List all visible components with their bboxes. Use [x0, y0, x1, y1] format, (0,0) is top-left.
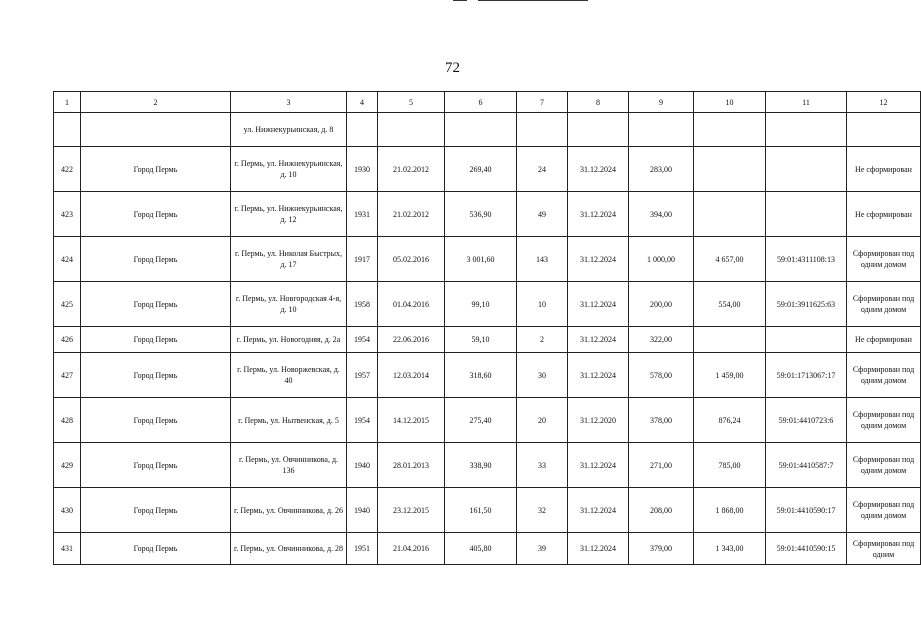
table-cell: 4 657,00 — [694, 237, 766, 282]
table-cell: 31.12.2024 — [568, 488, 629, 533]
table-cell: 01.04.2016 — [378, 282, 445, 327]
table-row — [54, 398, 921, 443]
table-cell: 378,00 — [629, 398, 694, 443]
table-cell — [54, 113, 81, 147]
table-cell: 31.12.2024 — [568, 237, 629, 282]
table-cell: 423 — [54, 192, 81, 237]
table-cell: 22.06.2016 — [378, 327, 445, 353]
table-cell: 429 — [54, 443, 81, 488]
table-cell: 426 — [54, 327, 81, 353]
table-cell: 49 — [517, 192, 568, 237]
table-cell: 1931 — [347, 192, 378, 237]
table-cell: 283,00 — [629, 147, 694, 192]
table-cell: г. Пермь, ул. Овчинникова, д. 26 — [231, 488, 347, 533]
table-row — [54, 327, 921, 353]
table-cell: 31.12.2020 — [568, 398, 629, 443]
column-header: 4 — [347, 92, 378, 113]
table-cell: 269,40 — [445, 147, 517, 192]
table-cell: 338,90 — [445, 443, 517, 488]
table-cell: 59:01:4410590:17 — [766, 488, 847, 533]
table-cell: г. Пермь, ул. Нытвенская, д. 5 — [231, 398, 347, 443]
table-cell: Сформирован под одним домом — [847, 353, 921, 398]
table-cell: 2 — [517, 327, 568, 353]
table-cell: 425 — [54, 282, 81, 327]
table-body — [54, 113, 921, 565]
table-cell: Не сформирован — [847, 327, 921, 353]
table-cell: 271,00 — [629, 443, 694, 488]
page-number: 72 — [445, 60, 460, 76]
table-cell — [445, 113, 517, 147]
table-cell: 578,00 — [629, 353, 694, 398]
column-header: 12 — [847, 92, 921, 113]
table-cell: 21.02.2012 — [378, 192, 445, 237]
table-row — [54, 488, 921, 533]
column-header: 3 — [231, 92, 347, 113]
table-cell: г. Пермь, ул. Новогодняя, д. 2а — [231, 327, 347, 353]
table-cell: 1917 — [347, 237, 378, 282]
table-row — [54, 192, 921, 237]
scan-mark — [478, 0, 588, 1]
table-cell: 536,90 — [445, 192, 517, 237]
table-cell — [766, 327, 847, 353]
scan-mark — [453, 0, 467, 1]
table-cell: 59:01:4410723:6 — [766, 398, 847, 443]
table-cell — [378, 113, 445, 147]
table-row — [54, 353, 921, 398]
column-header: 7 — [517, 92, 568, 113]
column-header: 6 — [445, 92, 517, 113]
table-cell: Город Пермь — [81, 398, 231, 443]
table-cell: 99,10 — [445, 282, 517, 327]
table-cell: Город Пермь — [81, 192, 231, 237]
column-header: 9 — [629, 92, 694, 113]
table-cell: 1 459,00 — [694, 353, 766, 398]
table-cell: 23.12.2015 — [378, 488, 445, 533]
table-cell — [766, 147, 847, 192]
table-cell — [766, 113, 847, 147]
table-cell — [629, 113, 694, 147]
table-cell: 554,00 — [694, 282, 766, 327]
table-cell: 143 — [517, 237, 568, 282]
table-cell: 10 — [517, 282, 568, 327]
table-cell: г. Пермь, ул. Нижнекурьинская, д. 12 — [231, 192, 347, 237]
table-cell: 379,00 — [629, 533, 694, 565]
table-cell — [517, 113, 568, 147]
table-cell: 322,00 — [629, 327, 694, 353]
table-cell: 59:01:4410590:15 — [766, 533, 847, 565]
table-cell — [568, 113, 629, 147]
table-cell — [847, 113, 921, 147]
table-cell: 59:01:3911625:63 — [766, 282, 847, 327]
table-row — [54, 443, 921, 488]
table-cell: 1930 — [347, 147, 378, 192]
table-cell: 59:01:4410587:7 — [766, 443, 847, 488]
table-cell — [694, 147, 766, 192]
table-cell: 200,00 — [629, 282, 694, 327]
table-cell — [347, 113, 378, 147]
table-cell — [694, 192, 766, 237]
table-cell: 431 — [54, 533, 81, 565]
table-cell: Город Пермь — [81, 353, 231, 398]
table-cell: Сформирован под одним домом — [847, 398, 921, 443]
table-cell: 20 — [517, 398, 568, 443]
table-cell — [694, 113, 766, 147]
table-cell: 208,00 — [629, 488, 694, 533]
table-cell: 1957 — [347, 353, 378, 398]
table-cell: Город Пермь — [81, 327, 231, 353]
table-cell: 1954 — [347, 398, 378, 443]
table-cell: 59,10 — [445, 327, 517, 353]
table-cell: 1940 — [347, 488, 378, 533]
table-cell — [694, 327, 766, 353]
table-cell: 31.12.2024 — [568, 353, 629, 398]
table-cell: 430 — [54, 488, 81, 533]
table-row — [54, 237, 921, 282]
table-cell: 405,80 — [445, 533, 517, 565]
table-cell: 161,50 — [445, 488, 517, 533]
table-cell: 318,60 — [445, 353, 517, 398]
table-cell: 21.02.2012 — [378, 147, 445, 192]
table-cell: 394,00 — [629, 192, 694, 237]
table-cell: 33 — [517, 443, 568, 488]
table-cell: 3 001,60 — [445, 237, 517, 282]
table-cell: г. Пермь, ул. Овчинникова, д. 136 — [231, 443, 347, 488]
table-cell: 31.12.2024 — [568, 327, 629, 353]
table-cell: Город Пермь — [81, 533, 231, 565]
table-cell: 424 — [54, 237, 81, 282]
table-cell: 1 868,00 — [694, 488, 766, 533]
table-cell: 422 — [54, 147, 81, 192]
table-cell: Город Пермь — [81, 147, 231, 192]
table-cell: 59:01:1713067:17 — [766, 353, 847, 398]
column-header: 10 — [694, 92, 766, 113]
table-cell — [81, 113, 231, 147]
table-cell: Город Пермь — [81, 237, 231, 282]
table-cell: 1940 — [347, 443, 378, 488]
table-cell: 32 — [517, 488, 568, 533]
table-cell: г. Пермь, ул. Новоржевская, д. 40 — [231, 353, 347, 398]
table-cell: Сформирован под одним домом — [847, 282, 921, 327]
table-row — [54, 282, 921, 327]
table-cell: 275,40 — [445, 398, 517, 443]
table-cell: Сформирован под одним домом — [847, 488, 921, 533]
table-cell: 31.12.2024 — [568, 192, 629, 237]
table-cell — [766, 192, 847, 237]
table-cell: г. Пермь, ул. Нижнекурьинская, д. 10 — [231, 147, 347, 192]
table-cell: 427 — [54, 353, 81, 398]
table-cell: 21.04.2016 — [378, 533, 445, 565]
column-header: 2 — [81, 92, 231, 113]
table-row — [54, 147, 921, 192]
table-cell: Не сформирован — [847, 147, 921, 192]
table-cell: 30 — [517, 353, 568, 398]
table-cell: 31.12.2024 — [568, 533, 629, 565]
table-cell: 1958 — [347, 282, 378, 327]
table-cell: 12.03.2014 — [378, 353, 445, 398]
table-cell: 428 — [54, 398, 81, 443]
table-cell: 785,00 — [694, 443, 766, 488]
table-cell: 14.12.2015 — [378, 398, 445, 443]
table-cell: 1 343,00 — [694, 533, 766, 565]
table-row — [54, 113, 921, 147]
table-cell: г. Пермь, ул. Николая Быстрых, д. 17 — [231, 237, 347, 282]
table-cell: 59:01:4311108:13 — [766, 237, 847, 282]
table-cell: 05.02.2016 — [378, 237, 445, 282]
column-header: 1 — [54, 92, 81, 113]
table-cell: г. Пермь, ул. Овчинникова, д. 28 — [231, 533, 347, 565]
table-cell: 1 000,00 — [629, 237, 694, 282]
table-cell: ул. Нижнекурьинская, д. 8 — [231, 113, 347, 147]
table-cell: 28.01.2013 — [378, 443, 445, 488]
table-header — [54, 92, 921, 113]
column-header: 11 — [766, 92, 847, 113]
table-cell: 1954 — [347, 327, 378, 353]
column-header: 8 — [568, 92, 629, 113]
housing-registry-table — [53, 91, 921, 565]
table-cell: Сформирован под одним — [847, 533, 921, 565]
column-header: 5 — [378, 92, 445, 113]
table-cell: Город Пермь — [81, 282, 231, 327]
table-cell: 31.12.2024 — [568, 282, 629, 327]
table-cell: 31.12.2024 — [568, 443, 629, 488]
table-cell: 24 — [517, 147, 568, 192]
table-cell: Сформирован под одним домом — [847, 443, 921, 488]
table-cell: Сформирован под одним домом — [847, 237, 921, 282]
table-cell: Город Пермь — [81, 443, 231, 488]
table-cell: 876,24 — [694, 398, 766, 443]
table-row — [54, 533, 921, 565]
table-cell: Город Пермь — [81, 488, 231, 533]
table-cell: 1951 — [347, 533, 378, 565]
table-cell: 31.12.2024 — [568, 147, 629, 192]
table-cell: г. Пермь, ул. Новгородская 4-я, д. 10 — [231, 282, 347, 327]
table-cell: 39 — [517, 533, 568, 565]
table-cell: Не сформирован — [847, 192, 921, 237]
